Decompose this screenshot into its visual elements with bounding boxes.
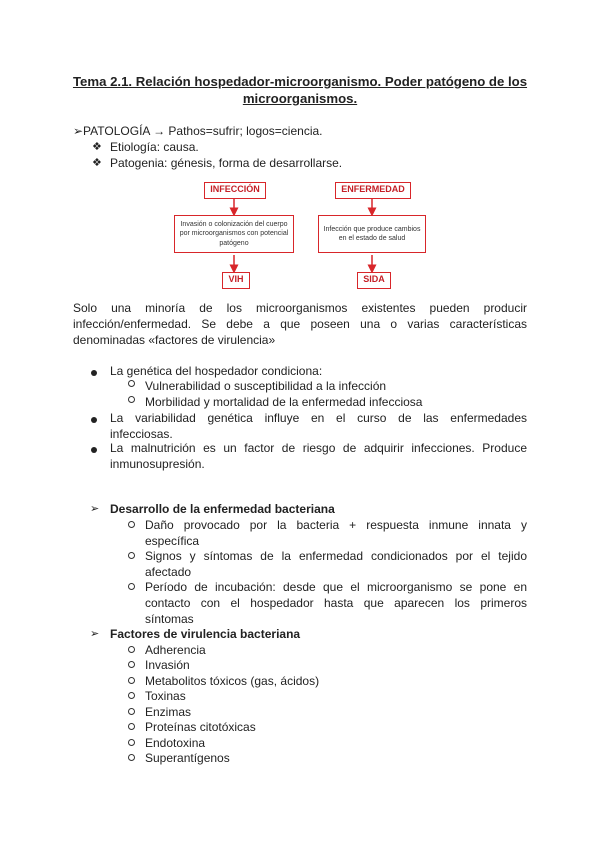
title-line-2: microorganismos. — [242, 91, 358, 106]
circle-bullet-icon — [128, 677, 135, 684]
circle-bullet-icon — [128, 396, 135, 403]
circle-bullet-icon — [128, 380, 135, 387]
circle-bullet-icon — [128, 552, 135, 559]
enfermedad-box: ENFERMEDAD — [335, 182, 411, 199]
bullet-variabilidad-line-2: infecciosas. — [110, 427, 173, 441]
patogenia-line: Patogenia: génesis, forma de desarrollarse. — [110, 156, 343, 170]
paragraph-line-3: denominadas «factores de virulencia» — [73, 333, 276, 347]
circle-bullet-icon — [128, 661, 135, 668]
circle-bullet-icon — [128, 723, 135, 730]
bullet-malnutricion-line-1: La malnutrición es un factor de riesgo de adquirir infecciones. Produce — [110, 441, 527, 455]
bullet-icon — [91, 370, 97, 376]
circle-bullet-icon — [128, 754, 135, 761]
desarrollo-item-1-line-1: Daño provocado por la bacteria + respuesta inmune innata y — [145, 518, 527, 532]
desarrollo-item-2-line-1: Signos y síntomas de la enfermedad condicionados por el tejido — [145, 549, 527, 563]
title-line-1: Tema 2.1. Relación hospedador-microorganismo. Poder patógeno de los — [72, 74, 528, 89]
diamond-bullet-icon: ❖ — [92, 141, 102, 153]
factor-item: Enzimas — [145, 705, 192, 719]
diamond-bullet-icon: ❖ — [92, 157, 102, 169]
bullet-genetica: La genética del hospedador condiciona: — [110, 364, 323, 378]
circle-bullet-icon — [128, 739, 135, 746]
bullet-variabilidad-line-1: La variabilidad genética influye en el curso de las enfermedades — [110, 411, 527, 425]
circle-bullet-icon — [128, 708, 135, 715]
sida-box: SIDA — [357, 272, 391, 289]
factor-item: Proteínas citotóxicas — [145, 720, 256, 734]
bullet-malnutricion-line-2: inmunosupresión. — [110, 457, 205, 471]
circle-bullet-icon — [128, 521, 135, 528]
factor-item: Endotoxina — [145, 736, 206, 750]
heading-factores: Factores de virulencia bacteriana — [110, 627, 301, 641]
heading-desarrollo: Desarrollo de la enfermedad bacteriana — [110, 502, 335, 516]
bullet-icon — [91, 447, 97, 453]
factor-item: Toxinas — [145, 689, 186, 703]
bullet-icon — [91, 417, 97, 423]
enfermedad-definition-box: Infección que produce cambios en el estado de salud — [318, 215, 426, 253]
circle-bullet-icon — [128, 692, 135, 699]
factor-item: Invasión — [145, 658, 190, 672]
desarrollo-item-3-line-2: contacto con el hospedador hasta que aparecen los primeros — [145, 596, 527, 610]
desarrollo-item-3-line-1: Período de incubación: desde que el microorganismo se pone en — [145, 580, 527, 594]
paragraph-line-1: Solo una minoría de los microorganismos existentes pueden producir — [73, 301, 527, 315]
desarrollo-item-3-line-3: síntomas — [145, 612, 194, 626]
vih-box: VIH — [222, 272, 250, 289]
factor-item: Adherencia — [145, 643, 206, 657]
circle-bullet-icon — [128, 646, 135, 653]
sub-morbilidad: Morbilidad y mortalidad de la enfermedad infecciosa — [145, 395, 423, 409]
arrow-bullet-icon: ➢ — [90, 503, 100, 515]
sub-vulnerabilidad: Vulnerabilidad o susceptibilidad a la infección — [145, 379, 387, 393]
desarrollo-item-2-line-2: afectado — [145, 565, 192, 579]
infeccion-definition-box: Invasión o colonización del cuerpo por microorganismos con potencial patógeno — [174, 215, 294, 253]
patologia-line: ➢PATOLOGÍA → Pathos=sufrir; logos=ciencia. — [73, 124, 323, 138]
arrow-bullet-icon: ➢ — [90, 628, 100, 640]
paragraph-line-2: infección/enfermedad. Se debe a que poseen una o varias características — [73, 317, 527, 331]
factor-item: Metabolitos tóxicos (gas, ácidos) — [145, 674, 320, 688]
desarrollo-item-1-line-2: específica — [145, 534, 200, 548]
etiologia-line: Etiología: causa. — [110, 140, 199, 154]
circle-bullet-icon — [128, 583, 135, 590]
infeccion-box: INFECCIÓN — [204, 182, 266, 199]
factor-item: Superantígenos — [145, 751, 230, 765]
